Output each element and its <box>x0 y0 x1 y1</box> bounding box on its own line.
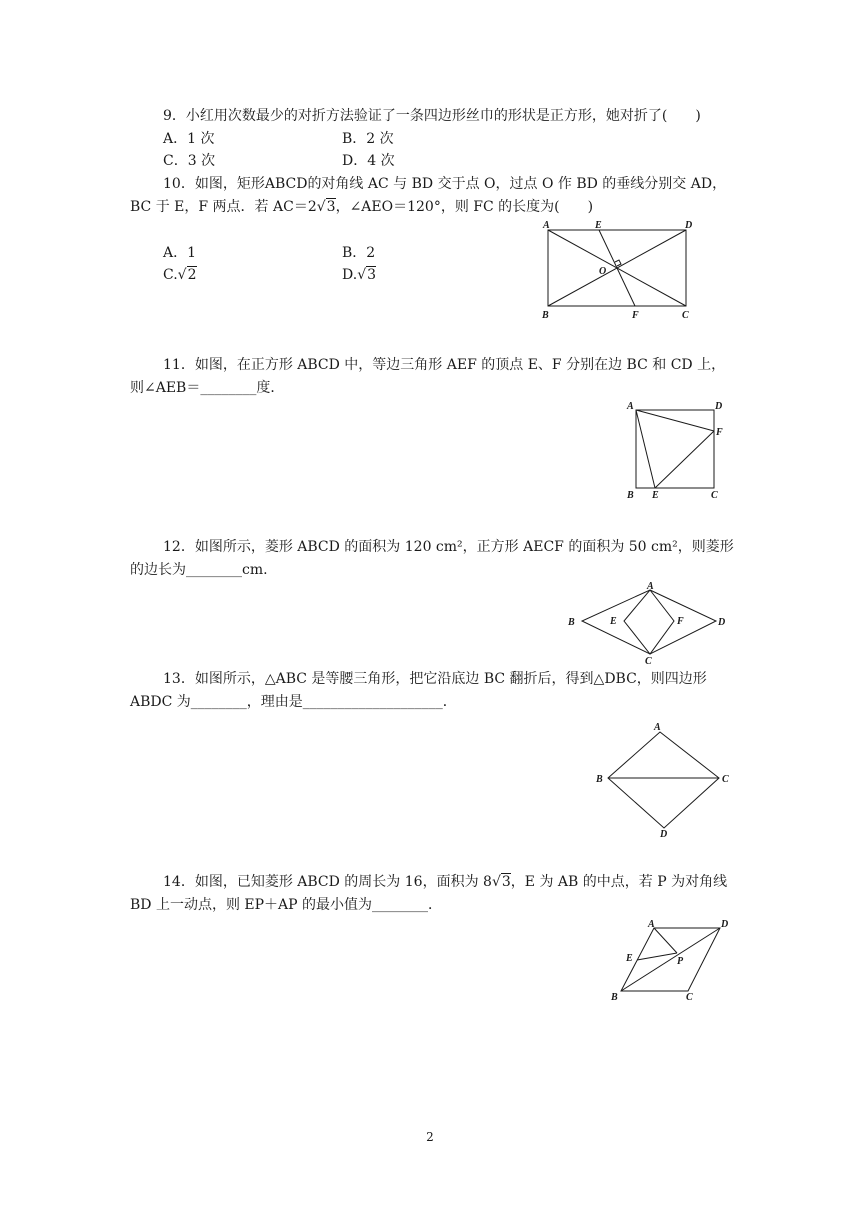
label-e: E <box>595 220 602 231</box>
q9-option-d: D．4 次 <box>342 153 395 169</box>
label-o: O <box>599 266 607 277</box>
label-d: D <box>718 617 726 628</box>
label-a: A <box>647 581 654 592</box>
q9-option-c: C．3 次 <box>163 153 216 169</box>
label-f: F <box>677 616 684 627</box>
label-a: A <box>648 919 655 930</box>
q13-line1: 13．如图所示，△ABC 是等腰三角形，把它沿底边 BC 翻折后，得到△DBC，则四边形 <box>163 671 707 687</box>
label-c: C <box>711 490 718 501</box>
q12-line2: 的边长为________cm. <box>130 562 268 578</box>
label-e: E <box>610 616 617 627</box>
label-b: B <box>627 490 634 501</box>
q9-option-a: A．1 次 <box>163 131 215 147</box>
q10-option-d: D.√3 <box>342 267 377 283</box>
q10-option-a: A．1 <box>163 245 197 261</box>
q9-stem: 9．小红用次数最少的对折方法验证了一条四边形丝巾的形状是正方形，她对折了( ) <box>163 108 701 124</box>
q11-line2: 则∠AEB＝________度． <box>130 380 285 396</box>
label-f: F <box>716 427 723 438</box>
label-c: C <box>645 656 652 666</box>
q12-rhombus-figure <box>564 578 734 666</box>
label-b: B <box>542 310 549 321</box>
q10-line2: BC 于 E，F 两点．若 AC＝2√3，∠AEO＝120°，则 FC 的长度为( ) <box>130 199 594 215</box>
q13-line2: ABDC 为________，理由是____________________． <box>130 694 457 710</box>
label-a: A <box>627 401 634 412</box>
label-p: P <box>677 956 684 967</box>
q13-kite-figure <box>592 718 740 840</box>
label-b: B <box>596 774 603 785</box>
q14-line2: BD 上一动点，则 EP＋AP 的最小值为________． <box>130 897 443 913</box>
q11-line1: 11．如图，在正方形 ABCD 中，等边三角形 AEF 的顶点 E、F 分别在边 BC 和 CD 上， <box>163 357 726 373</box>
q14-rhombus-figure <box>606 916 736 1006</box>
label-c: C <box>682 310 689 321</box>
q11-square-figure <box>620 398 730 504</box>
q10-option-b: B．2 <box>342 245 376 261</box>
label-b: B <box>611 992 618 1003</box>
label-e: E <box>652 490 659 501</box>
q14-line1: 14．如图，已知菱形 ABCD 的周长为 16，面积为 8√3，E 为 AB 的中点，若 P 为对角线 <box>163 874 728 890</box>
label-d: D <box>721 919 729 930</box>
label-d: D <box>715 401 723 412</box>
q9-option-b: B．2 次 <box>342 131 394 147</box>
label-c: C <box>722 774 729 785</box>
label-f: F <box>632 310 639 321</box>
q10-option-c: C.√2 <box>163 267 197 283</box>
q10-rectangle-figure <box>535 218 705 326</box>
label-b: B <box>568 617 575 628</box>
q10-line1: 10．如图，矩形ABCD的对角线 AC 与 BD 交于点 O，过点 O 作 BD 的垂线分别交 AD， <box>163 176 727 192</box>
label-e: E <box>626 953 633 964</box>
label-d: D <box>685 220 693 231</box>
label-a: A <box>654 722 661 733</box>
label-c: C <box>686 992 693 1003</box>
page-number: 2 <box>426 1130 434 1144</box>
q12-line1: 12．如图所示，菱形 ABCD 的面积为 120 cm²，正方形 AECF 的面积为 50 cm²，则菱形 <box>163 539 734 555</box>
label-a: A <box>543 220 550 231</box>
label-d: D <box>660 829 668 840</box>
